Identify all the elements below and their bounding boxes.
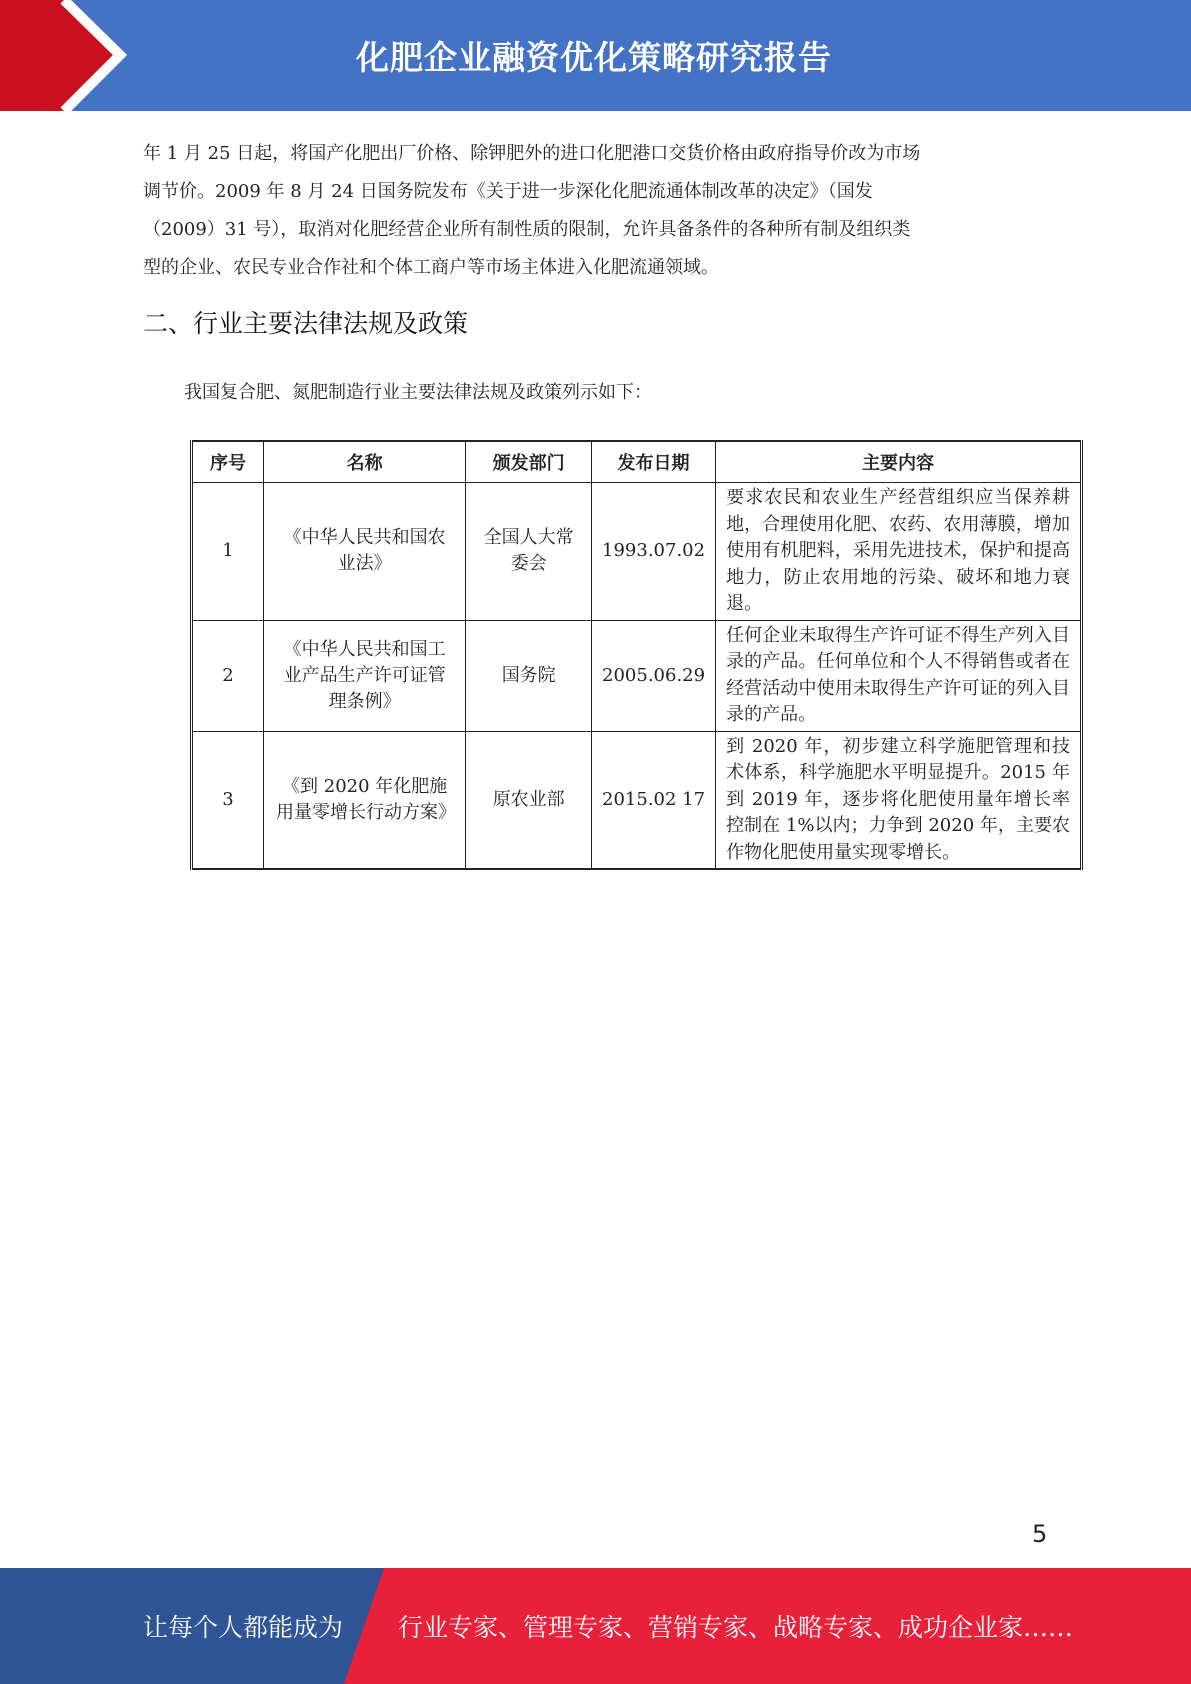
cell-date: 2005.06.29 — [592, 620, 716, 731]
table-header-row — [192, 441, 1082, 483]
intro-line: （2009）31 号），取消对化肥经营企业所有制性质的限制，允许具备条件的各种所有制及组织类 — [143, 219, 911, 240]
intro-line: 调节价。2009 年 8 月 24 日国务院发布《关于进一步深化化肥流通体制改革的决定》（国发 — [143, 181, 873, 202]
page-number: 5 — [1032, 1520, 1048, 1548]
section-heading: 二、行业主要法律法规及政策 — [143, 309, 469, 338]
intro-paragraph — [143, 135, 1048, 287]
cell-name: 《中华人民共和国农业法》 — [263, 483, 465, 621]
cell-name: 《中华人民共和国工业产品生产许可证管理条例》 — [263, 620, 465, 731]
cell-no: 2 — [192, 620, 264, 731]
cell-content: 要求农民和农业生产经营组织应当保养耕地，合理使用化肥、农药、农用薄膜，增加使用有机肥料，采用先进技术，保护和提高地力，防止农用地的污染、破坏和地力衰退。 — [716, 483, 1082, 621]
header-name: 名称 — [263, 441, 465, 483]
header-content: 主要内容 — [716, 441, 1082, 483]
footer-slogan-left: 让每个人都能成为 — [143, 1613, 344, 1642]
table-row — [192, 483, 1082, 621]
intro-line: 型的企业、农民专业合作社和个体工商户等市场主体进入化肥流通领域。 — [143, 257, 719, 278]
report-title: 化肥企业融资优化策略研究报告 — [356, 38, 832, 77]
footer-slogan-right: 行业专家、管理专家、营销专家、战略专家、成功企业家…… — [398, 1613, 1074, 1642]
header-date: 发布日期 — [592, 441, 716, 483]
cell-date: 1993.07.02 — [592, 483, 716, 621]
table-lead-text: 我国复合肥、氮肥制造行业主要法律法规及政策列示如下： — [184, 382, 652, 403]
header-arrow-decoration — [0, 0, 160, 111]
cell-no: 3 — [192, 731, 264, 869]
footer-banner — [0, 1568, 1191, 1684]
cell-content: 任何企业未取得生产许可证不得生产列入目录的产品。任何单位和个人不得销售或者在经营活动中使用未取得生产许可证的列入目录的产品。 — [716, 620, 1082, 731]
cell-dept: 国务院 — [466, 620, 592, 731]
intro-line: 年 1 月 25 日起，将国产化肥出厂价格、除钾肥外的进口化肥港口交货价格由政府指导价改为市场 — [143, 143, 921, 164]
header-bar — [0, 0, 1191, 111]
table-row — [192, 620, 1082, 731]
cell-dept: 原农业部 — [466, 731, 592, 869]
cell-no: 1 — [192, 483, 264, 621]
cell-dept: 全国人大常委会 — [466, 483, 592, 621]
cell-content: 到 2020 年，初步建立科学施肥管理和技术体系，科学施肥水平明显提升。2015 年到 2019 年，逐步将化肥使用量年增长率控制在 1%以内；力争到 2020 年，主要农作物化肥使用量实现零增长。 — [716, 731, 1082, 869]
header-dept: 颁发部门 — [466, 441, 592, 483]
header-no: 序号 — [192, 441, 264, 483]
cell-name: 《到 2020 年化肥施用量零增长行动方案》 — [263, 731, 465, 869]
laws-table — [190, 440, 1083, 870]
table-row — [192, 731, 1082, 869]
cell-date: 2015.02 17 — [592, 731, 716, 869]
